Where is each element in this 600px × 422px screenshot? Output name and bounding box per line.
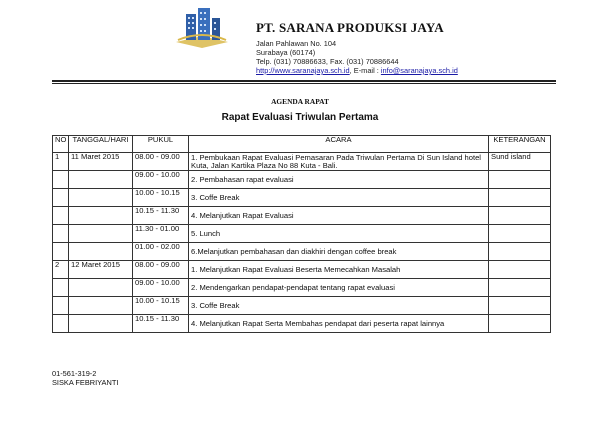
cell-no: 2: [53, 261, 69, 279]
cell-note: [489, 225, 551, 243]
cell-date: [69, 297, 133, 315]
cell-agenda: 1. Melanjutkan Rapat Evaluasi Beserta Memecahkan Masalah: [189, 261, 489, 279]
website-link[interactable]: http://www.saranajaya.sch.id: [256, 66, 350, 75]
table-header-row: [53, 136, 551, 153]
cell-date: 12 Maret 2015: [69, 261, 133, 279]
table-row: [53, 171, 551, 189]
cell-no: [53, 279, 69, 297]
cell-agenda: 1. Pembukaan Rapat Evaluasi Pemasaran Pada Triwulan Pertama Di Sun Island hotel Kuta, Jalan Kartika Plaza No 88 Kuta - Bali.: [189, 153, 489, 171]
cell-agenda: 4. Melanjutkan Rapat Serta Membahas pendapat dari peserta rapat lainnya: [189, 315, 489, 333]
table-row: [53, 261, 551, 279]
cell-time: 09.00 - 10.00: [133, 279, 189, 297]
table-row: [53, 153, 551, 171]
document-heading: AGENDA RAPAT: [271, 97, 329, 106]
table-row: [53, 225, 551, 243]
cell-no: [53, 297, 69, 315]
table-row: [53, 297, 551, 315]
cell-no: [53, 171, 69, 189]
cell-no: [53, 189, 69, 207]
header-note: KETERANGAN: [489, 136, 551, 153]
cell-time: 01.00 - 02.00: [133, 243, 189, 261]
cell-no: 1: [53, 153, 69, 171]
email-label: , E-mail :: [349, 66, 379, 75]
header-date: TANGGAL/HARI: [69, 136, 133, 153]
table-row: [53, 315, 551, 333]
address-city: Surabaya (60174): [256, 48, 316, 57]
cell-note: [489, 297, 551, 315]
table-row: [53, 243, 551, 261]
cell-agenda: 5. Lunch: [189, 225, 489, 243]
cell-time: 08.00 - 09.00: [133, 153, 189, 171]
cell-time: 10.00 - 10.15: [133, 189, 189, 207]
letterhead-divider-thin: [52, 83, 556, 84]
signature-name: SISKA FEBRIYANTI: [52, 378, 119, 387]
cell-time: 09.00 - 10.00: [133, 171, 189, 189]
cell-date: [69, 315, 133, 333]
email-link[interactable]: info@saranajaya.sch.id: [380, 66, 458, 75]
cell-date: [69, 189, 133, 207]
table-row: [53, 189, 551, 207]
cell-date: [69, 243, 133, 261]
cell-no: [53, 243, 69, 261]
cell-agenda: 3. Coffe Break: [189, 189, 489, 207]
cell-time: 11.30 - 01.00: [133, 225, 189, 243]
signature-code: 01-561-319-2: [52, 369, 97, 378]
cell-agenda: 6.Melanjutkan pembahasan dan diakhiri dengan coffee break: [189, 243, 489, 261]
address-street: Jalan Pahlawan No. 104: [256, 39, 337, 48]
cell-date: 11 Maret 2015: [69, 153, 133, 171]
cell-note: [489, 189, 551, 207]
agenda-table: [52, 135, 551, 333]
cell-note: [489, 243, 551, 261]
cell-time: 10.00 - 10.15: [133, 297, 189, 315]
cell-agenda: 2. Mendengarkan pendapat-pendapat tentang rapat evaluasi: [189, 279, 489, 297]
cell-agenda: 4. Melanjutkan Rapat Evaluasi: [189, 207, 489, 225]
address-phone: Telp. (031) 70886633, Fax. (031) 70886644: [256, 57, 399, 66]
header-agenda: ACARA: [189, 136, 489, 153]
cell-no: [53, 315, 69, 333]
cell-note: [489, 261, 551, 279]
cell-date: [69, 207, 133, 225]
cell-note: [489, 171, 551, 189]
cell-agenda: 2. Pembahasan rapat evaluasi: [189, 171, 489, 189]
cell-time: 10.15 - 11.30: [133, 315, 189, 333]
address-web-email: [256, 66, 458, 75]
document-title: Rapat Evaluasi Triwulan Pertama: [221, 112, 379, 123]
cell-no: [53, 225, 69, 243]
table-row: [53, 279, 551, 297]
cell-date: [69, 225, 133, 243]
company-name: PT. SARANA PRODUKSI JAYA: [256, 20, 444, 35]
cell-agenda: 3. Coffe Break: [189, 297, 489, 315]
cell-note: [489, 315, 551, 333]
header-time: PUKUL: [133, 136, 189, 153]
cell-note: [489, 207, 551, 225]
cell-note: [489, 279, 551, 297]
company-logo: [172, 6, 232, 50]
cell-note: Sund island: [489, 153, 551, 171]
cell-no: [53, 207, 69, 225]
cell-date: [69, 279, 133, 297]
cell-time: 10.15 - 11.30: [133, 207, 189, 225]
header-no: NO: [53, 136, 69, 153]
cell-time: 08.00 - 09.00: [133, 261, 189, 279]
letterhead-divider: [52, 80, 556, 82]
table-row: [53, 207, 551, 225]
cell-date: [69, 171, 133, 189]
